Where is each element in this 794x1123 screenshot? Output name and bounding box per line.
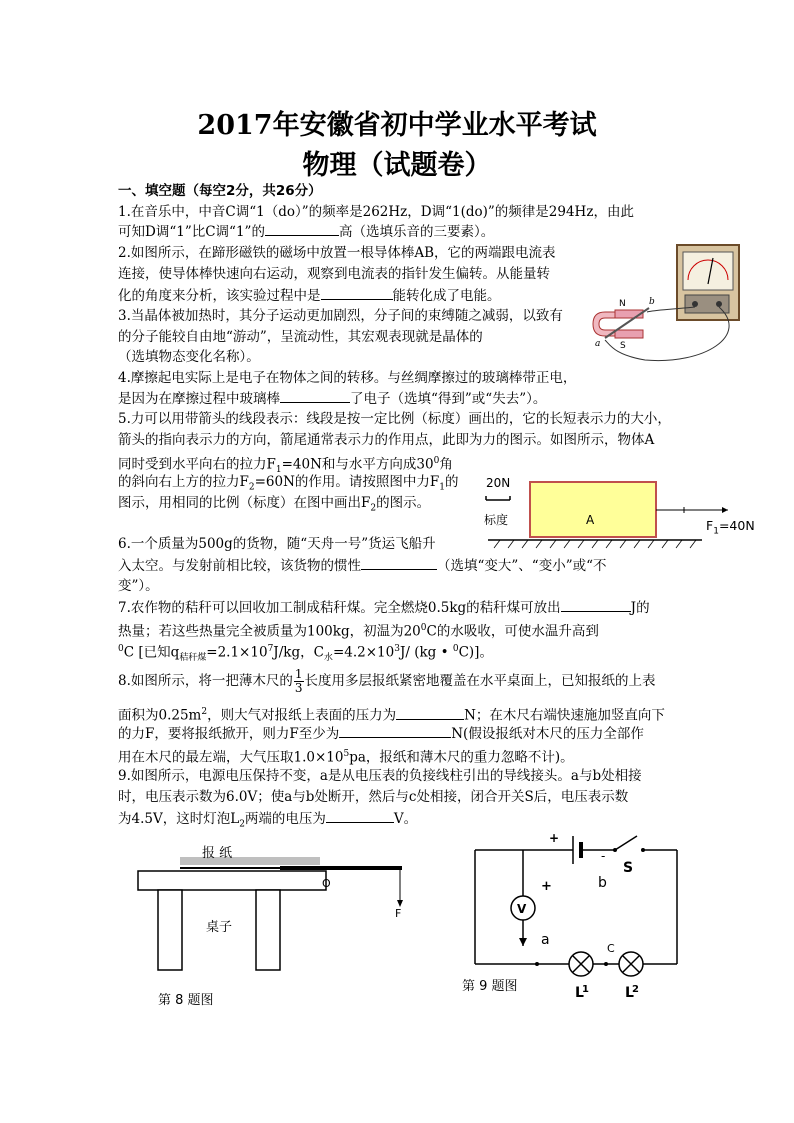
label-n: N: [619, 299, 626, 309]
force-f-label: F: [395, 907, 402, 920]
q5-sub-1: 1: [275, 465, 282, 476]
q5-sub-2: 2: [248, 482, 255, 493]
force-f1-label: [706, 518, 755, 537]
q5-text-g: 图示，用相同的比例（标度）在图中画出F: [118, 495, 371, 511]
question-2-line-2: 连接，使导体棒快速向右运动，观察到电流表的指针发生偏转。从能量转: [118, 266, 550, 282]
galvanometer-terminal-right: [716, 301, 722, 307]
question-7-line-2: [118, 619, 599, 641]
q5-text-e: =60N的作用。请按照图中力F: [254, 474, 440, 490]
scale-value-text: 20N: [486, 476, 511, 490]
newspaper-label: 报 纸: [202, 846, 233, 861]
force-f1-arrowhead: [722, 507, 728, 513]
fraction-numerator: 1: [294, 667, 303, 681]
lamp-l1-subscript: 1: [582, 984, 589, 995]
q8-text-i: pa，报纸和薄木尺的重力忽略不计)。: [349, 749, 574, 766]
question-3-line-2: 的分子能较自由地“游动”，呈流动性，其宏观表现就是晶体的: [118, 329, 483, 345]
question-9-line-3: [118, 809, 417, 834]
q1-text-b: 高（选填乐音的三要素）。: [338, 224, 495, 240]
q9-text-a: 为4.5V，这时灯泡L: [118, 811, 240, 827]
q8-text-a: 8.如图所示，将一把薄木尺的: [118, 673, 293, 689]
figure-8-caption: 第 8 题图: [158, 993, 214, 1008]
block-a: [530, 482, 656, 537]
battery-minus-sign: -: [601, 849, 606, 863]
switch-contact: [641, 848, 645, 852]
junction-node-1: [535, 962, 539, 966]
q8-text-e: N；在木尺右端快速施加竖直向下: [464, 707, 665, 724]
question-5-line-2: 箭头的指向表示力的方向，箭尾通常表示力的作用点，此即为力的图示。如图所示，物体A: [118, 432, 655, 448]
question-5-line-1: 5.力可以用带箭头的线段表示：线段是按一定比例（标度）画出的，它的长短表示力的大小，: [118, 411, 671, 427]
q9-sub: 2: [239, 819, 245, 830]
q5-text-f: 的: [445, 474, 459, 490]
q7-sub-1: 秸秆煤: [179, 653, 207, 664]
q1-answer-blank[interactable]: [265, 222, 339, 236]
question-8-line-1: [118, 668, 656, 695]
point-c-label: C: [607, 942, 615, 955]
point-a-label: a: [541, 932, 550, 948]
question-9-line-2: 时，电压表示数为6.0V；使a与b处断开，然后与c处相接，闭合开关S后，电压表示数: [118, 789, 629, 805]
galvanometer-terminal-left: [692, 301, 698, 307]
q7-answer-blank-1[interactable]: [561, 598, 631, 612]
q8-text-d: ，则大气对报纸上表面的压力为: [207, 707, 397, 724]
table-leg-right: [256, 890, 280, 970]
switch-label: S: [623, 860, 634, 876]
circuit-wires: [475, 850, 677, 964]
battery-plus-sign: +: [549, 831, 560, 845]
force-f-arrowhead: [397, 900, 403, 907]
label-s: S: [620, 341, 626, 351]
question-7-line-1: [118, 598, 650, 617]
q7-text-f: =2.1×10: [206, 644, 268, 661]
force-f1-sub: 1: [713, 526, 719, 537]
question-4-line-2: [118, 389, 546, 408]
switch-pivot: [613, 848, 617, 852]
switch-s: [615, 836, 637, 850]
lamp-l2-subscript: 2: [632, 984, 639, 995]
question-2-line-1: 2.如图所示，在蹄形磁铁的磁场中放置一根导体棒AB，它的两端跟电流表: [118, 245, 556, 261]
q5-text-d: 的斜向右上方的拉力F: [118, 474, 249, 490]
q7-text-e: C [已知q: [123, 644, 180, 661]
q8-sup-1: 2: [201, 707, 208, 717]
magnet-galvanometer-figure: [585, 240, 750, 370]
label-a: a: [595, 339, 601, 349]
question-8-line-3: [118, 724, 644, 743]
lamp-l1-label: L: [575, 985, 584, 1001]
voltmeter-plus-sign: +: [541, 879, 552, 894]
table-newspaper-figure: [130, 835, 430, 985]
question-3-line-3: （选填物态变化名称）。: [118, 349, 260, 365]
q5-text-a: 同时受到水平向右的拉力F: [118, 456, 276, 473]
figure-9-caption: 第 9 题图: [462, 979, 518, 994]
q8-answer-blank-2[interactable]: [339, 724, 451, 738]
table-leg-left: [158, 890, 182, 970]
q7-sup-1: 0: [420, 623, 427, 633]
question-9-line-1: 9.如图所示，电源电压保持不变，a是从电压表的负接线柱引出的导线接头。a与b处相接: [118, 768, 642, 784]
q7-sup-2: 0: [118, 644, 124, 654]
q4-text-b: 了电子（选填“得到”或“失去”）。: [350, 391, 547, 407]
q9-text-c: V。: [393, 811, 418, 827]
q8-text-h: 用在木尺的最左端，大气压取1.0×10: [118, 749, 344, 766]
q7-sup-4: 3: [394, 644, 400, 654]
q2-text-b: 能转化成了电能。: [392, 288, 501, 304]
voltmeter-label: V: [517, 902, 527, 916]
q6-text-a: 入太空。与发射前相比较，该货物的惯性: [118, 558, 361, 574]
q7-text-a: 7.农作物的秸秆可以回收加工制成秸秆煤。完全燃烧0.5kg的秸秆煤可放出: [118, 600, 561, 616]
question-6-line-3: 变”）。: [118, 578, 159, 594]
q7-text-c: 热量；若这些热量完全被质量为100kg，初温为20: [118, 623, 421, 640]
q8-answer-blank-1[interactable]: [396, 706, 464, 720]
point-b-label: b: [598, 875, 607, 891]
q8-text-g: N(假设报纸对木尺的压力全部作: [451, 726, 644, 742]
question-1-line-2: [118, 222, 494, 241]
q7-text-h: =4.2×10: [332, 644, 395, 661]
scale-label-text: 标度: [484, 513, 509, 527]
q7-text-b: J的: [630, 600, 650, 616]
q7-text-i: J/ (kg •: [399, 644, 453, 661]
q5-sup: 0: [433, 456, 440, 466]
question-8-line-2: [118, 703, 665, 725]
q8-text-b: 长度用多层报纸紧密地覆盖在水平桌面上，已知报纸的上表: [304, 673, 656, 689]
question-6-line-2: [118, 556, 607, 575]
force-f1-value: =40N: [718, 518, 755, 533]
q5-text-c: 角: [439, 456, 453, 473]
page-subtitle: 物理（试题卷）: [302, 150, 492, 181]
q8-text-f: 的力F，要将报纸掀开，则力F至少为: [118, 726, 340, 742]
q8-text-c: 面积为0.25m: [118, 707, 202, 724]
page-title: 2017年安徽省初中学业水平考试: [197, 110, 597, 141]
q7-text-j: C)]。: [458, 644, 493, 661]
q7-sup-3: 7: [267, 644, 274, 654]
lamp-l2-label: L: [625, 985, 634, 1001]
q2-answer-blank[interactable]: [321, 286, 393, 300]
q5-sub-3: 1: [439, 482, 446, 493]
question-5-line-5: [118, 494, 430, 518]
one-third-fraction: [294, 668, 304, 695]
table-label: 桌子: [206, 920, 233, 935]
question-6-line-1: 6.一个质量为500g的货物，随“天舟一号”货运飞船升: [118, 536, 436, 552]
q7-text-d: C的水吸收，可使水温升高到: [426, 623, 599, 640]
force-f1-letter: F: [706, 518, 714, 533]
q1-text-a: 可知D调“1”比C调“1”的: [118, 224, 265, 240]
q9-answer-blank[interactable]: [326, 809, 394, 823]
magnet-pole-s: [615, 330, 643, 338]
q4-answer-blank[interactable]: [280, 389, 350, 403]
q5-sub-4: 2: [370, 503, 377, 514]
pivot-o-label: O: [322, 877, 331, 890]
ground-hatching: [494, 540, 696, 548]
fraction-denominator: 3: [294, 681, 303, 695]
q9-text-b: 两端的电压为: [244, 811, 326, 827]
lead-a-arrowhead: [519, 938, 527, 946]
q7-sub-2: 水: [323, 653, 333, 664]
block-a-label: A: [586, 513, 595, 527]
table-top: [138, 871, 326, 890]
question-3-line-1: 3.当晶体被加热时，其分子运动更加剧烈，分子间的束缚随之减弱，以致有: [118, 308, 563, 324]
q4-text-a: 是因为在摩擦过程中玻璃棒: [118, 391, 280, 407]
q6-answer-blank[interactable]: [361, 556, 437, 570]
q2-text-a: 化的角度来分析，该实验过程中是: [118, 288, 321, 304]
newspaper: [180, 857, 320, 865]
q7-text-g: J/kg，C: [273, 644, 324, 661]
q6-text-b: （选填“变大”、“变小”或“不: [437, 558, 607, 574]
question-8-line-4: [118, 745, 574, 767]
q8-sup-2: 5: [343, 749, 350, 759]
junction-node-c: [604, 962, 608, 966]
question-2-line-3: [118, 286, 501, 305]
section-heading: 一、填空题（每空2分，共26分）: [118, 183, 322, 199]
label-b: b: [649, 297, 655, 307]
question-1-line-1: 1.在音乐中，中音C调“1（do）”的频率是262Hz，D调“1(do)”的频律是294Hz，由此: [118, 204, 634, 220]
q7-sup-5: 0: [452, 644, 459, 654]
question-4-line-1: 4.摩擦起电实际上是电子在物体之间的转移。与丝绸摩擦过的玻璃棒带正电，: [118, 370, 577, 386]
q5-text-b: =40N和与水平方向成30: [281, 456, 434, 473]
question-7-line-3: [118, 640, 493, 667]
force-diagram-figure: [480, 470, 760, 550]
q5-text-h: 的图示。: [376, 495, 431, 511]
